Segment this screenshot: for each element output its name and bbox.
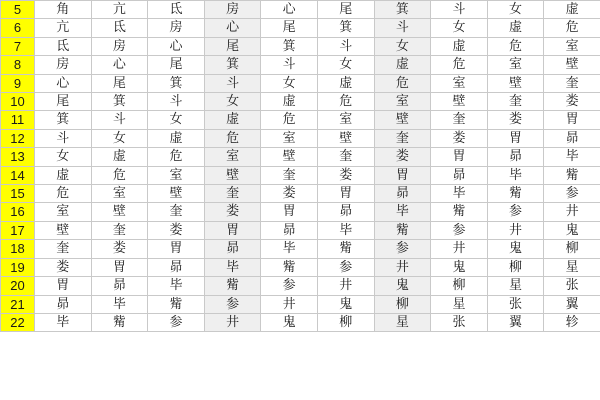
table-cell[interactable]: 斗 (148, 93, 205, 111)
table-cell[interactable]: 井 (431, 240, 488, 258)
table-cell[interactable]: 壁 (148, 185, 205, 203)
table-cell[interactable]: 尾 (148, 56, 205, 74)
table-cell[interactable]: 参 (317, 258, 374, 276)
table-cell[interactable]: 壁 (431, 93, 488, 111)
table-cell[interactable]: 毕 (544, 148, 600, 166)
table-cell[interactable]: 壁 (204, 166, 261, 184)
table-cell[interactable]: 胃 (261, 203, 318, 221)
table-cell[interactable]: 轸 (544, 313, 600, 331)
table-cell[interactable]: 娄 (261, 185, 318, 203)
table-cell[interactable]: 女 (487, 1, 544, 19)
table-cell[interactable]: 室 (261, 129, 318, 147)
table-cell[interactable]: 奎 (431, 111, 488, 129)
table-cell[interactable]: 角 (35, 1, 92, 19)
table-cell[interactable]: 斗 (35, 129, 92, 147)
table-cell[interactable]: 奎 (204, 185, 261, 203)
table-cell[interactable]: 心 (91, 56, 148, 74)
table-cell[interactable]: 壁 (35, 221, 92, 239)
table-cell[interactable]: 鬼 (374, 277, 431, 295)
table-row (1, 111, 600, 129)
table-cell[interactable]: 尾 (204, 37, 261, 55)
table-cell[interactable]: 鬼 (487, 240, 544, 258)
row-header[interactable]: 21 (1, 295, 35, 313)
table-cell[interactable]: 危 (148, 148, 205, 166)
table-cell[interactable]: 胃 (148, 240, 205, 258)
table-cell[interactable]: 室 (487, 56, 544, 74)
table-cell[interactable]: 参 (261, 277, 318, 295)
row-header[interactable]: 13 (1, 148, 35, 166)
table-cell[interactable]: 奎 (261, 166, 318, 184)
table-row (1, 277, 600, 295)
table-cell[interactable]: 壁 (374, 111, 431, 129)
table-cell[interactable]: 虚 (204, 111, 261, 129)
table-cell[interactable]: 昴 (91, 277, 148, 295)
row-header[interactable]: 10 (1, 93, 35, 111)
table-cell[interactable]: 奎 (487, 93, 544, 111)
table-cell[interactable]: 娄 (204, 203, 261, 221)
table-cell[interactable]: 箕 (317, 19, 374, 37)
table-cell[interactable]: 亢 (91, 1, 148, 19)
table-cell[interactable]: 昴 (374, 185, 431, 203)
table-row (1, 93, 600, 111)
table-cell[interactable]: 女 (148, 111, 205, 129)
table-cell[interactable]: 心 (204, 19, 261, 37)
table-cell[interactable]: 参 (374, 240, 431, 258)
row-header[interactable]: 22 (1, 313, 35, 331)
table-cell[interactable]: 毕 (91, 295, 148, 313)
table-cell[interactable]: 心 (35, 74, 92, 92)
table-cell[interactable]: 参 (487, 203, 544, 221)
table-cell[interactable]: 氐 (91, 19, 148, 37)
table-cell[interactable]: 壁 (487, 74, 544, 92)
table-row (1, 221, 600, 239)
table-cell[interactable]: 危 (487, 37, 544, 55)
table-cell[interactable]: 虚 (261, 93, 318, 111)
table-row (1, 258, 600, 276)
table-cell[interactable]: 井 (204, 313, 261, 331)
table-cell[interactable]: 室 (148, 166, 205, 184)
table-cell[interactable]: 胃 (374, 166, 431, 184)
table-cell[interactable]: 昴 (261, 221, 318, 239)
table-cell[interactable]: 奎 (317, 148, 374, 166)
table-cell[interactable]: 女 (261, 74, 318, 92)
table-cell[interactable]: 斗 (261, 56, 318, 74)
bottom-margin (0, 386, 600, 400)
table-cell[interactable]: 胃 (544, 111, 600, 129)
table-cell[interactable]: 张 (431, 313, 488, 331)
table-row (1, 37, 600, 55)
table-cell[interactable]: 毕 (487, 166, 544, 184)
table-cell[interactable]: 娄 (317, 166, 374, 184)
table-row (1, 295, 600, 313)
table-cell[interactable]: 觜 (374, 221, 431, 239)
table-cell[interactable]: 胃 (487, 129, 544, 147)
table-cell[interactable]: 壁 (317, 129, 374, 147)
table-cell[interactable]: 虚 (148, 129, 205, 147)
table-cell[interactable]: 斗 (374, 19, 431, 37)
table-cell[interactable]: 鬼 (261, 313, 318, 331)
table-cell[interactable]: 娄 (91, 240, 148, 258)
table-cell[interactable]: 尾 (261, 19, 318, 37)
table-cell[interactable]: 房 (91, 37, 148, 55)
table-cell[interactable]: 翼 (487, 313, 544, 331)
table-cell[interactable]: 娄 (374, 148, 431, 166)
table-cell[interactable]: 斗 (317, 37, 374, 55)
table-cell[interactable]: 毕 (148, 277, 205, 295)
table-cell[interactable]: 奎 (544, 74, 600, 92)
table-cell[interactable]: 毕 (431, 185, 488, 203)
table-cell[interactable]: 星 (374, 313, 431, 331)
table-cell[interactable]: 胃 (35, 277, 92, 295)
table-cell[interactable]: 心 (148, 37, 205, 55)
table-cell[interactable]: 危 (317, 93, 374, 111)
table-cell[interactable]: 觜 (148, 295, 205, 313)
table-row (1, 74, 600, 92)
table-row (1, 148, 600, 166)
table-cell[interactable]: 室 (91, 185, 148, 203)
table-cell[interactable]: 井 (374, 258, 431, 276)
table-cell[interactable]: 胃 (91, 258, 148, 276)
table-cell[interactable]: 柳 (431, 277, 488, 295)
table-cell[interactable]: 室 (35, 203, 92, 221)
table-cell[interactable]: 星 (544, 258, 600, 276)
table-cell[interactable]: 昴 (204, 240, 261, 258)
table-cell[interactable]: 女 (204, 93, 261, 111)
table-cell[interactable]: 星 (431, 295, 488, 313)
table-cell[interactable]: 参 (431, 221, 488, 239)
table-cell[interactable]: 张 (487, 295, 544, 313)
table-cell[interactable]: 参 (148, 313, 205, 331)
table-cell[interactable]: 井 (317, 277, 374, 295)
table-cell[interactable]: 毕 (204, 258, 261, 276)
table-cell[interactable]: 危 (204, 129, 261, 147)
row-header[interactable]: 12 (1, 129, 35, 147)
table-cell[interactable]: 房 (35, 56, 92, 74)
table-cell[interactable]: 奎 (35, 240, 92, 258)
table-cell[interactable]: 虚 (431, 37, 488, 55)
row-header[interactable]: 17 (1, 221, 35, 239)
table-cell[interactable]: 危 (261, 111, 318, 129)
table-cell[interactable]: 危 (544, 19, 600, 37)
row-header[interactable]: 5 (1, 1, 35, 19)
table-cell[interactable]: 娄 (431, 129, 488, 147)
row-header[interactable]: 14 (1, 166, 35, 184)
row-header[interactable]: 15 (1, 185, 35, 203)
table-cell[interactable]: 室 (204, 148, 261, 166)
table-cell[interactable]: 心 (261, 1, 318, 19)
table-cell[interactable]: 室 (317, 111, 374, 129)
table-cell[interactable]: 氐 (35, 37, 92, 55)
table-row (1, 240, 600, 258)
table-cell[interactable]: 尾 (35, 93, 92, 111)
table-cell[interactable]: 胃 (431, 148, 488, 166)
table-cell[interactable]: 觜 (91, 313, 148, 331)
row-header[interactable]: 6 (1, 19, 35, 37)
table-cell[interactable]: 女 (35, 148, 92, 166)
table-cell[interactable]: 胃 (317, 185, 374, 203)
table-cell[interactable]: 柳 (374, 295, 431, 313)
table-row (1, 185, 600, 203)
table-row (1, 129, 600, 147)
table-cell[interactable]: 虚 (91, 148, 148, 166)
table-cell[interactable]: 尾 (317, 1, 374, 19)
table-cell[interactable]: 房 (148, 19, 205, 37)
row-header[interactable]: 11 (1, 111, 35, 129)
table-cell[interactable]: 觜 (544, 166, 600, 184)
table-cell[interactable]: 娄 (35, 258, 92, 276)
table-cell[interactable]: 箕 (374, 1, 431, 19)
table-cell[interactable]: 箕 (148, 74, 205, 92)
table-cell[interactable]: 壁 (544, 56, 600, 74)
table-cell[interactable]: 星 (487, 277, 544, 295)
row-header[interactable]: 19 (1, 258, 35, 276)
table-cell[interactable]: 奎 (374, 129, 431, 147)
table-row (1, 313, 600, 331)
table-cell[interactable]: 斗 (431, 1, 488, 19)
table-cell[interactable]: 女 (374, 37, 431, 55)
table-cell[interactable]: 危 (374, 74, 431, 92)
table-cell[interactable]: 女 (91, 129, 148, 147)
table-cell[interactable]: 鬼 (431, 258, 488, 276)
table-cell[interactable]: 参 (544, 185, 600, 203)
table-cell[interactable]: 壁 (91, 203, 148, 221)
table-cell[interactable]: 昴 (487, 148, 544, 166)
table-cell[interactable]: 觜 (317, 240, 374, 258)
table-cell[interactable]: 觜 (204, 277, 261, 295)
table-cell[interactable]: 井 (544, 203, 600, 221)
table-cell[interactable]: 虚 (374, 56, 431, 74)
row-header[interactable]: 7 (1, 37, 35, 55)
table-cell[interactable]: 虚 (317, 74, 374, 92)
table-cell[interactable]: 房 (204, 1, 261, 19)
table-row (1, 203, 600, 221)
table-cell[interactable]: 柳 (544, 240, 600, 258)
table-cell[interactable]: 毕 (35, 313, 92, 331)
table-cell[interactable]: 毕 (317, 221, 374, 239)
table-cell[interactable]: 娄 (148, 221, 205, 239)
table-cell[interactable]: 娄 (544, 93, 600, 111)
table-cell[interactable]: 箕 (91, 93, 148, 111)
table-cell[interactable]: 亢 (35, 19, 92, 37)
table-cell[interactable]: 尾 (91, 74, 148, 92)
table-cell[interactable]: 昴 (544, 129, 600, 147)
table-cell[interactable]: 斗 (204, 74, 261, 92)
table-cell[interactable]: 张 (544, 277, 600, 295)
table-row (1, 56, 600, 74)
table-cell[interactable]: 鬼 (544, 221, 600, 239)
table-cell[interactable]: 昴 (431, 166, 488, 184)
row-header[interactable]: 16 (1, 203, 35, 221)
table-cell[interactable]: 危 (91, 166, 148, 184)
table-cell[interactable]: 斗 (91, 111, 148, 129)
table-cell[interactable]: 柳 (317, 313, 374, 331)
table-row (1, 1, 600, 19)
table-cell[interactable]: 室 (431, 74, 488, 92)
table-cell[interactable]: 娄 (487, 111, 544, 129)
table-cell[interactable]: 箕 (204, 56, 261, 74)
table-cell[interactable]: 虚 (544, 1, 600, 19)
table-cell[interactable]: 昴 (317, 203, 374, 221)
table-cell[interactable]: 室 (544, 37, 600, 55)
table-cell[interactable]: 虚 (487, 19, 544, 37)
table-cell[interactable]: 井 (261, 295, 318, 313)
table-cell[interactable]: 柳 (487, 258, 544, 276)
table-cell[interactable]: 奎 (148, 203, 205, 221)
table-row (1, 19, 600, 37)
table-cell[interactable]: 胃 (204, 221, 261, 239)
table-cell[interactable]: 虚 (35, 166, 92, 184)
table-cell[interactable]: 危 (35, 185, 92, 203)
row-header[interactable]: 20 (1, 277, 35, 295)
table-cell[interactable]: 箕 (35, 111, 92, 129)
table-cell[interactable]: 昴 (35, 295, 92, 313)
table-cell[interactable]: 危 (431, 56, 488, 74)
table-cell[interactable]: 觜 (487, 185, 544, 203)
table-cell[interactable]: 毕 (374, 203, 431, 221)
table-body (1, 1, 600, 332)
table-cell[interactable]: 氐 (148, 1, 205, 19)
row-header[interactable]: 9 (1, 74, 35, 92)
row-header[interactable]: 8 (1, 56, 35, 74)
table-cell[interactable]: 奎 (91, 221, 148, 239)
table-cell[interactable]: 觜 (261, 258, 318, 276)
table-cell[interactable]: 参 (204, 295, 261, 313)
table-row (1, 166, 600, 184)
table-cell[interactable]: 女 (317, 56, 374, 74)
table-cell[interactable]: 毕 (261, 240, 318, 258)
table-cell[interactable]: 女 (431, 19, 488, 37)
table-cell[interactable]: 翼 (544, 295, 600, 313)
table-cell[interactable]: 井 (487, 221, 544, 239)
table-cell[interactable]: 箕 (261, 37, 318, 55)
table-cell[interactable]: 室 (374, 93, 431, 111)
table-cell[interactable]: 鬼 (317, 295, 374, 313)
table-cell[interactable]: 昴 (148, 258, 205, 276)
row-header[interactable]: 18 (1, 240, 35, 258)
table-cell[interactable]: 壁 (261, 148, 318, 166)
table-cell[interactable]: 觜 (431, 203, 488, 221)
